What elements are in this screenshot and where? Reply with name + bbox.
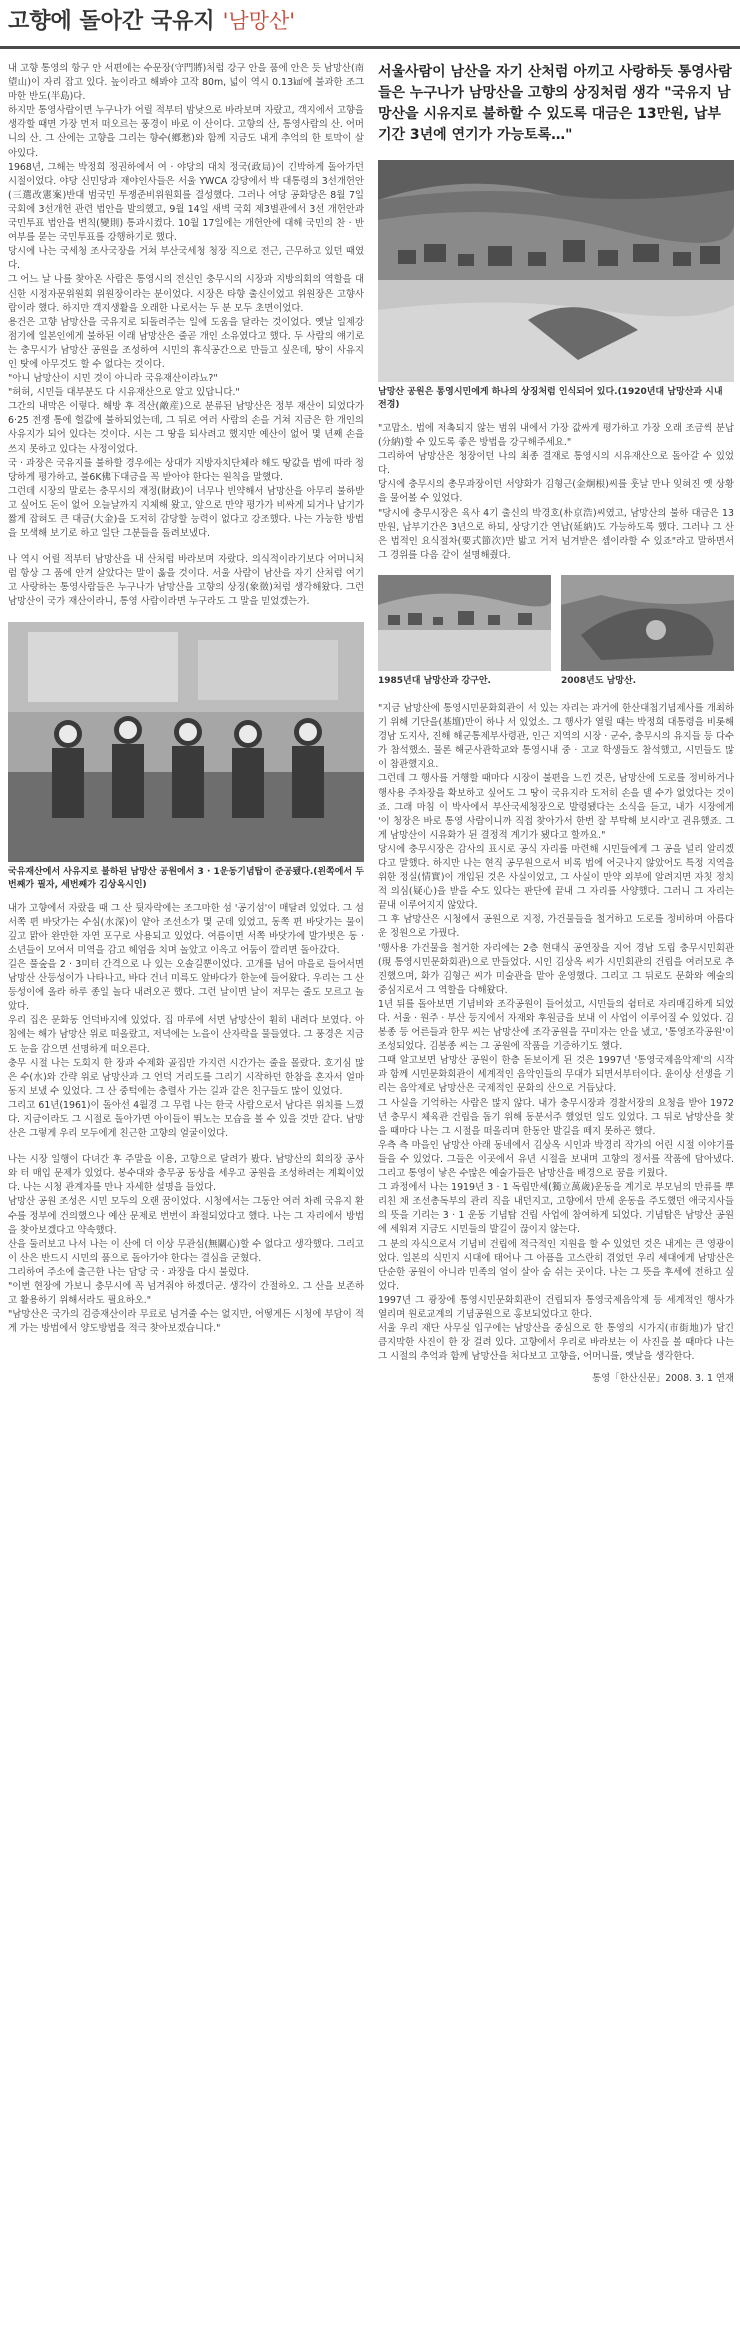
left-body-c bbox=[8, 902, 364, 1142]
right-photo1-caption: 남망산 공원은 통영시민에게 하나의 상징처럼 인식되어 있다.(1920년대 남망산과 시내 전경) bbox=[378, 387, 723, 410]
paragraph: 그 과정에서 나는 1919년 3 · 1 독립만세(獨立萬歲)운동을 계기로 부모님의 만류를 뿌리친 채 조선총독부의 관리 직을 내던지고, 고향에서 만세 운동을 주도했던 애국지사들의 뜻을 기리는 3 · 1 운동 기념탑 건립 사업에 참여하게 되었다. 기념탑은 남망산 공원에 세워져 지금도 시민들의 발길이 끊이지 않는다. bbox=[378, 1182, 734, 1236]
article-subtitle: '남망산' bbox=[222, 9, 295, 33]
paragraph: 당시에 충무시장은 감사의 표시로 공식 자리를 마련해 시민들에게 그 공을 널리 알리겠다고 말했다. 하지만 나는 현직 공무원으로서 비록 법에 어긋나지 않았어도 특정 지역을 위한 정실(情實)이 개입된 것은 사실이었고, 그 사실이 만약 외부에 알려지면 자칫 정치적 의심(疑心)을 받을 수도 있다는 판단에 끝내 그 자리를 사양했다. 그러니 그 자리는 끝내 이루어지지 않았다. bbox=[378, 843, 734, 912]
paragraph: 하지만 통영사람이면 누구나가 어릴 적부터 밤낮으로 바라보며 자랐고, 객지에서 고향을 생각할 때면 가장 먼저 떠오르는 풍경이 바로 이 산이다. 고향의 산, 통영사람의 산. 어머니의 산. 그 산에는 고향을 그리는 향수(鄕愁)와 함께 지금도 내게 추억의 한 토막이 살아있다. bbox=[8, 105, 364, 159]
paragraph: "허허, 시민들 대부분도 다 시유재산으로 알고 있답니다." bbox=[8, 387, 240, 399]
paragraph: 내 고향 통영의 항구 안 서편에는 수문장(守門將)처럼 강구 안을 품에 안은 듯 남망산(南望山)이 자리 잡고 있다. 높이라고 해봐야 고작 80m, 넓이 역시 0.13㎢에 불과한 조그마한 반도(半島)다. bbox=[8, 63, 364, 103]
left-column bbox=[8, 62, 364, 2312]
harbor-1985-illustration bbox=[378, 575, 551, 671]
paragraph: "남망산은 국가의 검증재산이라 무료로 넘겨줄 수는 없지만, 어떻게든 시청에 부담이 적게 가는 방법에서 양도방법을 적극 찾아보겠습니다." bbox=[8, 1309, 364, 1335]
paragraph: 나는 시장 일행이 다녀간 후 주말을 이용, 고향으로 달려가 봤다. 남망산의 회의장 공사와 터 매입 문제가 있었다. 봉수대와 충무공 동상을 세우고 공원을 조성하려는 계획이었다. 나는 시청 관계자를 만나 자세한 설명을 들었다. bbox=[8, 1154, 364, 1194]
paragraph: 용건은 고향 남망산을 국유지로 되돌려주는 일에 도움을 달라는 것이었다. 옛날 일제강점기에 일본인에게 불하된 이래 남망산은 줄곧 개인 소유였다고 했다. 두 사람의 얘기로는 충무시가 남망산 공원을 조성하여 시민의 휴식공간으로 만들고 싶은데, 땅이 사유지인 탓에 아무것도 할 수 없다는 것이다. bbox=[8, 316, 364, 370]
right-body-b bbox=[378, 702, 734, 1364]
left-body-b bbox=[8, 553, 364, 609]
paragraph: 당시에 충무시의 총무과장이던 서양화가 김형근(金炯根)씨를 훗날 만나 잊혀진 옛 상황을 물어볼 수 있었다. bbox=[378, 479, 734, 505]
header-rule bbox=[0, 46, 740, 49]
right-body-a bbox=[378, 422, 734, 563]
paragraph: 1997년 그 광장에 통영시민문화회관이 건립되자 통영국제음악제 등 세계적인 행사가 열리며 원로교계의 기념공원으로 홍보되었다고 한다. bbox=[378, 1294, 734, 1320]
left-body-a bbox=[8, 62, 364, 541]
photo-2008-cell bbox=[561, 575, 734, 698]
paragraph: 남망산 공원 조성은 시민 모두의 오랜 꿈이었다. 시청에서는 그동안 여러 차례 국유지 환수를 정부에 건의했으나 예산 문제로 번번이 좌절되었다고 했다. 나는 그 자리에서 방법을 찾아보겠다고 약속했다. bbox=[8, 1196, 364, 1236]
paragraph: 산을 둘러보고 나서 나는 이 산에 더 이상 무관심(無關心)할 수 없다고 생각했다. 그리고 이 산은 반드시 시민의 품으로 돌아가야 한다는 결심을 굳혔다. bbox=[8, 1238, 364, 1264]
paragraph: '행사용 가건물을 철거한 자리에는 2층 현대식 공연장을 지어 경남 도립 충무시민회관(現 통영시민문화회관)으로 만들었다. 시인 김상옥 씨가 시민회관의 건립을 여러모로 추진했으며, 화가 김형근 씨가 미술관을 맡아 운영했다. 그리고 그 뒤로도 문화와 예술의 중심지로서 그 역할을 다해왔다. bbox=[378, 942, 734, 996]
paragraph: 당시에 나는 국세청 조사국장을 거쳐 부산국세청 청장 직으로 전근, 근무하고 있던 때였다. bbox=[8, 246, 364, 272]
source-credit: 통영「한산신문」2008. 3. 1 연재 bbox=[592, 1373, 734, 1385]
paragraph: 그런데 시장의 말로는 충무시의 재정(財政)이 너무나 빈약해서 남망산을 아무리 불하받고 싶어도 돈이 없어 오늘날까지 지체해 왔고, 앞으로 만약 평가가 비싸게 되거나 납기가 짧게 잡혀도 큰 대금(大金)을 도저히 감당할 능력이 없다고 강조했다. 나는 가능한 방법을 모색해 보기로 하고 일단 그분들을 돌려보냈다. bbox=[8, 485, 364, 540]
harbor-photo-illustration bbox=[378, 160, 734, 382]
paragraph: 그리하여 주소에 출근한 나는 담당 국 · 과장을 다시 불렀다. bbox=[8, 1266, 250, 1278]
paragraph: 1968년, 그해는 박정희 정권하에서 여 · 야당의 대치 정국(政局)이 긴박하게 돌아가던 시절이었다. 야당 신민당과 재야인사들은 서울 YWCA 강당에서 박 대통령의 3선개헌안(三選改憲案)반대 범국민 투쟁준비위원회를 결성했다. 그러나 여당 공화당은 8월 7일 국회에 3선개헌 관련 법안을 발의했고, 9월 14일 새벽 국회 제3별관에서 3선 개헌안과 국민투표 법안을 변칙(變則) 통과시켰다. 10월 17일에는 개헌안에 대해 국민의 찬 · 반 여부를 묻는 국민투표를 강행하기로 했다. bbox=[8, 161, 364, 244]
left-photo-caption: 국유재산에서 사유지로 불하된 남망산 공원에서 3 · 1운동기념탑이 준공됐다.(왼쪽에서 두번째가 필자, 세번째가 김상옥시인) bbox=[8, 866, 364, 890]
paragraph: 그리하여 남망산은 청장이던 나의 최종 결재로 통영시의 시유재산으로 돌아갈 수 있었다. bbox=[378, 451, 734, 477]
paragraph: 내가 고향에서 자랐을 때 그 산 뒷자락에는 조그마한 섬 '공기섬'이 매달려 있었다. 그 섬 서쪽 편 바닷가는 수심(水深)이 얕아 조선소가 몇 군데 있었고, 동쪽 편 바닷가는 물이 깊고 맑아 완만한 자연 포구로 사용되고 있었다. 여름이면 서쪽 바닷가에 발가벗은 동 · 소년들이 모여서 미역을 감고 헤엄을 치며 놀았고 이윽고 어둠이 깔리면 돌아갔다. bbox=[8, 902, 364, 956]
article-header bbox=[8, 4, 732, 46]
paragraph: 나 역시 어릴 적부터 남망산을 내 산처럼 바라보며 자랐다. 의식적이라기보다 어머니처럼 항상 그 품에 안겨 살았다는 말이 옳을 것이다. 서울 사람이 남산을 자기 산처럼 여기고 사랑하는 통영사람들은 누구나가 남망산을 고향의 상징(象徵)처럼 생각해왔다. 그런 남망산이 국가 재산이라니, 통영 사람이라면 누구라도 그 말을 믿었겠는가. bbox=[8, 554, 364, 608]
paragraph: 그 분의 자식으로서 기념비 건립에 적극적인 지원을 할 수 있었던 것은 내게는 큰 영광이었다. 일본의 식민지 시대에 태어나 그 아픔을 고스란히 겪었던 우리 세대에게 남망산은 단순한 공원이 아니라 민족의 얼이 살아 숨 쉬는 곳이다. 나는 그 뜻을 후세에 전하고 싶었다. bbox=[378, 1238, 734, 1292]
article-title: 고향에 돌아간 국유지 bbox=[8, 9, 215, 34]
harbor-1985-photo bbox=[378, 575, 551, 671]
paragraph: 그 후 남망산은 시청에서 공원으로 지정, 가건물들을 철거하고 도로를 정비하며 아름다운 정원으로 가꿨다. bbox=[378, 914, 734, 940]
left-body-d bbox=[8, 1153, 364, 1336]
paragraph: "지금 남망산에 통영시민문화회관이 서 있는 자리는 과거에 한산대첩기념제사를 개최하기 위해 기단을(基壇)만이 하나 서 있었소. 그 행사가 열릴 때는 박정희 대통령을 비롯해 경남 도지사, 진해 해군통제부사령관, 인근 지역의 시장 · 군수, 충무시의 유지들 등 다수가 참석했소. 물론 해군사관학교와 통영시내 중 · 고교 학생들도 참석했고, 시민들도 많이 참관했지요. bbox=[378, 702, 734, 771]
paragraph: 서울 우리 재단 사무실 입구에는 남망산을 중심으로 한 통영의 시가지(市街地)가 담긴 큼지막한 사진이 한 장 걸려 있다. 고향에서 우리로 바라보는 이 사진을 볼 때마다 나는 그 시절의 추억과 함께 남망산을 처다보고 고향을, 어머니를, 옛날을 생각한다. bbox=[378, 1323, 734, 1363]
photo-1985-caption: 1985년대 남망산과 강구안. bbox=[378, 675, 491, 686]
paragraph: 그리고 61년(1961)이 돌아선 4월경 그 무렵 나는 한국 사람으로서 남다른 위치를 느꼈다. 지금이라도 그 시절로 돌아가면 아이들이 뛰노는 모습을 볼 수 있을 것만 같다. 남망산은 그렇게 우리 모두에게 친근한 고향의 얼굴이었다. bbox=[8, 1099, 364, 1140]
paragraph: "당시에 충무시장은 육사 4기 출신의 박경호(朴京浩)씨였고, 남망산의 불하 대금은 13만원, 납부기간은 3년으로 하되, 상당기간 연납(延納)도 가능하도록 했다. 그러나 그 산은 법적인 요식절차(要式節次)만 밟고 거저 넘겨받은 셈이라할 수 있죠"라고 말하면서 그 경위를 다음 같이 설명해줬다. bbox=[378, 507, 734, 561]
aerial-2008-illustration bbox=[561, 575, 734, 671]
paragraph: "고맙소. 법에 저촉되지 않는 범위 내에서 가장 값싸게 평가하고 가장 오래 조금씩 분납(分納)할 수 있도록 좋은 방법을 강구해주세요." bbox=[378, 423, 734, 449]
paragraph: 그간의 내막은 이렇다. 해방 후 적산(敵産)으로 분류된 남망산은 정부 재산이 되었다가 6·25 전쟁 통에 헐값에 불하되었는데, 그 뒤로 여러 사람의 손을 거쳐 지금은 한 개인의 사유지가 되어 있다는 것이다. 시는 그 땅을 되사려고 했지만 예산이 없어 몇 년째 손을 쓰지 못하고 있다는 사정이었다. bbox=[8, 401, 364, 455]
paragraph: 그 사실을 기억하는 사람은 많지 않다. 내가 충무시장과 경찰서장의 요청을 받아 1972년 충무시 체육관 건립을 돕기 위해 동분서주 했었던 일도 있었다. 그 뒤로 남망산을 찾을 때마다 나는 그 시절을 떠올리며 한동안 발길을 떼지 못하곤 했다. bbox=[378, 1097, 734, 1137]
paragraph: 그런데 그 행사를 거행할 때마다 시장이 불편을 느낀 것은, 남망산에 도로를 정비하거나 행사용 주차장을 확보하고 싶어도 그 땅이 국유지라 도저히 손을 댈 수가 없었다는 것이죠. 그래 마침 이 박사에서 부산국세청장으로 발령됐다는 소식을 듣고, 내가 시장에게 '이 청장은 바로 통영 사람이니까 직접 찾아가서 한번 잘 부탁해 보시라'고 권유했죠. 그게 남망산이 시유화가 된 결정적 계기가 됐다고 할까요." bbox=[378, 773, 734, 841]
photo-pair bbox=[378, 575, 734, 698]
paragraph: 그 어느 날 나를 찾아온 사람은 통영시의 전신인 충무시의 시장과 지방의회의 역할을 대신한 시정자문위원회 위원장이라는 분이었다. 시장은 타향 출신이었고 위원장은 고향사람이라 했다. 하지만 객지생활을 오래한 나로서는 두 분 모두 초면이었다. bbox=[8, 274, 364, 314]
photo-1985-cell bbox=[378, 575, 551, 698]
photo-2008-caption: 2008년도 남망산. bbox=[561, 675, 637, 686]
paragraph: "이번 현장에 가보니 충무시에 꼭 넘겨줘야 하겠더군. 생각이 간절하오. 그 산을 보존하고 활용하기 위해서라도 필요하오." bbox=[8, 1281, 364, 1307]
right-column bbox=[378, 62, 734, 2312]
paragraph: 길은 풀숲을 2 · 3미터 간격으로 나 있는 오솔길뿐이었다. 고개를 넘어 마을로 들어서면 남망산 산등성이가 나타나고, 바다 건너 미륵도 앞바다가 한눈에 들어왔다. 우리는 그 산등성이에 올라 하루 종일 놀다 내려오곤 했다. 그런 날이면 날이 저무는 줄도 모르고 놀았다. bbox=[8, 958, 364, 1013]
pull-quote: 서울사람이 남산을 자기 산처럼 아끼고 사랑하듯 통영사람들은 누구나가 남망산을 고향의 상징처럼 생각 "국유지 남망산을 시유지로 불하할 수 있도록 대금은 13만원, 납부기간 3년에 연기가 가능토록…" bbox=[378, 64, 732, 143]
paragraph: 그때 알고보면 남망산 공원이 한층 돋보이게 된 것은 1997년 '통영국제음악제'의 시작과 함께 시민문화회관이 세계적인 음악인들의 무대가 되면서부터이다. 윤이상 선생을 기리는 음악제로 남망산은 국제적인 문화의 산으로 거듭났다. bbox=[378, 1055, 734, 1095]
paragraph: 충무 시절 나는 도회지 한 장과 수제화 골집만 가지런 시간가는 줄을 몰랐다. 호기심 많은 수(水)와 간략 위로 남망산과 그 언덕 거리도를 그리기 시작하던 한참을 혼자서 얼마동지 보냈 수 있었다. 그 산 중턱에는 충렬사 가는 길과 같은 친구들도 많이 있었다. bbox=[8, 1057, 364, 1097]
paragraph: 우리 집은 문화동 언덕바지에 있었다. 집 마루에 서면 남망산이 훤히 내려다 보였다. 아침에는 해가 남망산 위로 떠올랐고, 저녁에는 노을이 산자락을 물들였다. 그 풍경은 지금도 눈을 감으면 선명하게 떠오른다. bbox=[8, 1015, 364, 1055]
paragraph: 국 · 과장은 국유지를 불하할 경우에는 상대가 지방자치단체라 해도 땅값을 법에 따라 정당하게 평가하고, 불6K佛下대금을 꼭 받아야 한다는 원칙을 말했다. bbox=[8, 457, 364, 483]
paragraph: 1년 뒤를 돌아보면 기념비와 조각공원이 들어섰고, 시민들의 쉼터로 자리매김하게 되었다. 서울 · 원주 · 부산 등지에서 자재와 후원금을 보내 이 사업이 이루어질 수 있었다. 김봉종 등 어른들과 한무 씨는 남망산에 조각공원을 꾸미자는 안을 냈고, '통영조각공원'이 조성되었다. 김봉종 씨는 그 공원에 작품을 기증하기도 했다. bbox=[378, 998, 734, 1053]
paragraph: "아니 남망산이 시민 것이 아니라 국유재산이라뇨?" bbox=[8, 373, 218, 385]
paragraph: 우측 측 마을인 남망산 아래 동네에서 김상옥 시인과 박경리 작가의 어린 시절 이야기를 들을 수 있었다. 그들은 이곳에서 유년 시절을 보내며 고향의 정서를 작품에 담아냈다. 그리고 통영이 낳은 수많은 예술가들은 남망산을 배경으로 꿈을 키웠다. bbox=[378, 1139, 734, 1180]
ceremony-photo-illustration bbox=[8, 622, 364, 862]
aerial-2008-photo bbox=[561, 575, 734, 671]
archival-ceremony-photo bbox=[8, 622, 364, 862]
harbor-town-aerial-photo bbox=[378, 160, 734, 382]
